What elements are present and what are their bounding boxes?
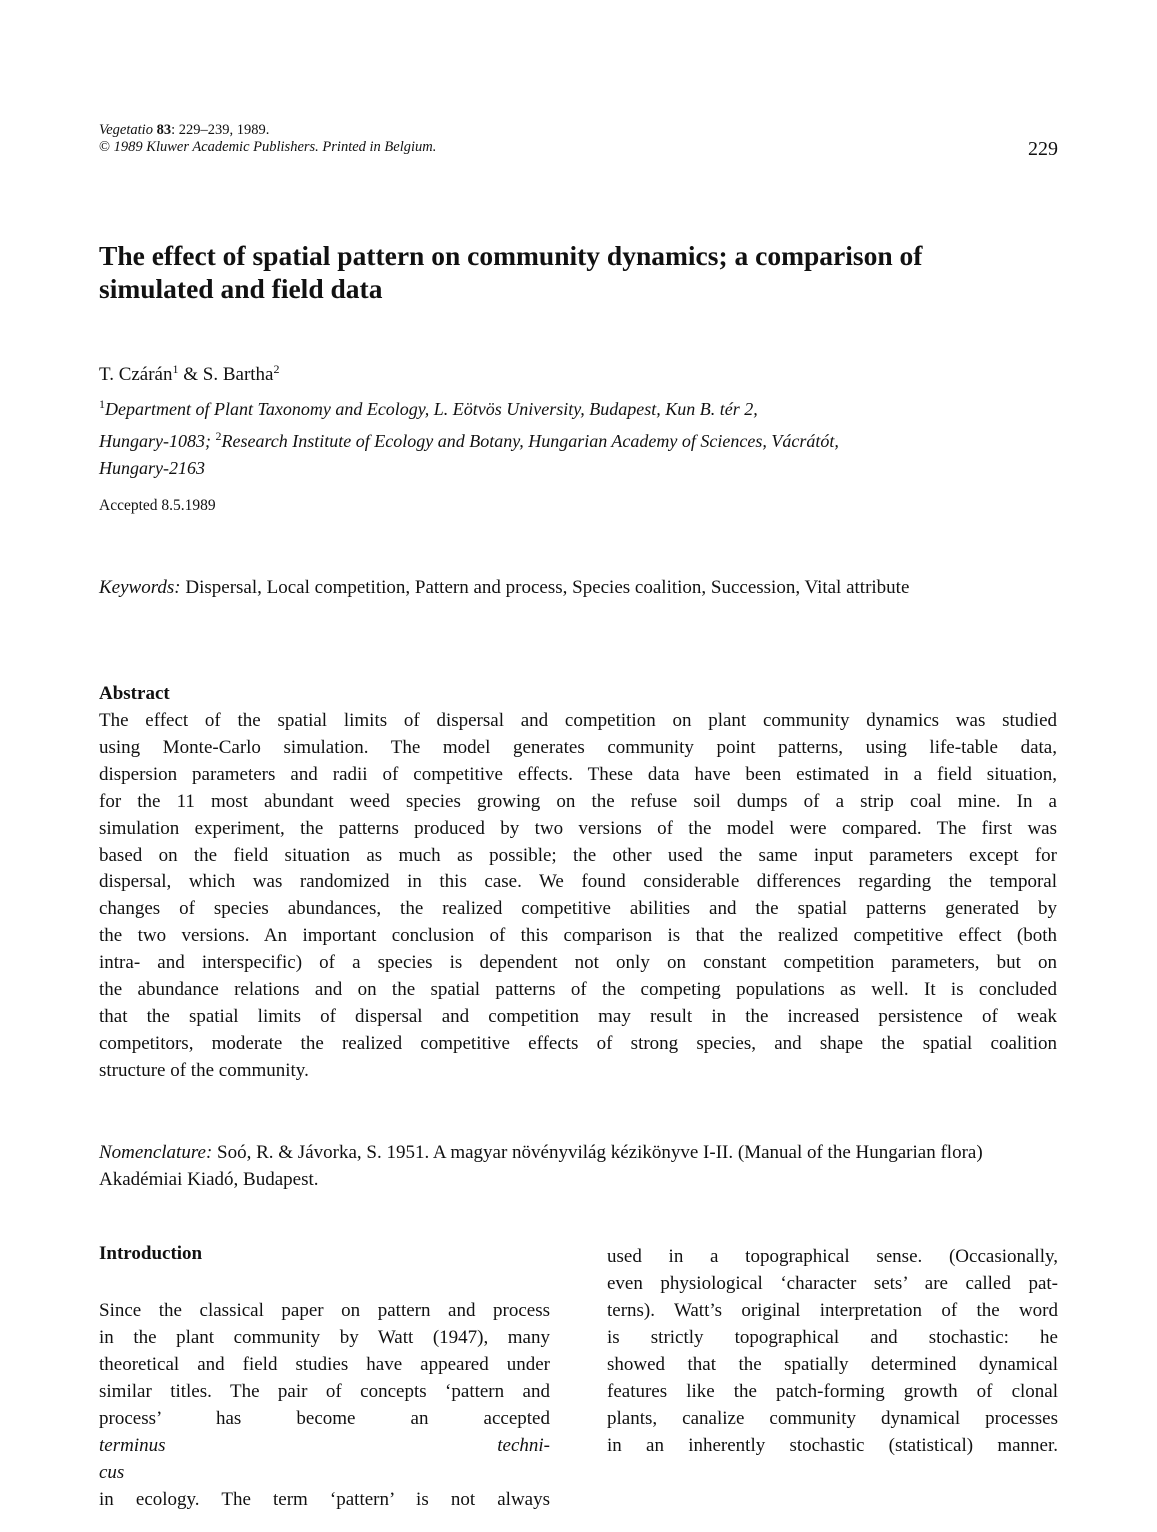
abstract-line: simulation experiment, the patterns produced by two versions of the model were compared. The first was	[99, 817, 1057, 839]
intro-line: even physiological ‘character sets’ are called pat-	[607, 1273, 1058, 1294]
intro-right-column	[607, 1243, 1058, 1459]
affil-1-text: Department of Plant Taxonomy and Ecology, L. Eötvös University, Budapest, Kun B. tér 2,	[105, 399, 758, 419]
abstract-line: The effect of the spatial limits of dispersal and competition on plant community dynamics was studied	[99, 710, 1057, 731]
nomenclature-text: Soó, R. & Jávorka, S. 1951. A magyar növényvilág kézikönyve I-II. (Manual of the Hungarian flora) Akadémiai Kiadó, Budapest.	[99, 1142, 983, 1190]
abstract-line: intra- and interspecific) of a species is dependent not only on constant competition parameters, but on	[99, 952, 1057, 974]
author-1: T. Czárán	[99, 364, 173, 385]
affil-1-end: Hungary-1083;	[99, 431, 211, 451]
copyright-symbol: ©	[99, 139, 111, 155]
copyright-text: 1989 Kluwer Academic Publishers. Printed in Belgium.	[113, 139, 437, 155]
abstract-line: the abundance relations and on the spatial patterns of the competing populations as well. It is concluded	[99, 979, 1057, 1001]
author-1-affil-mark: 1	[172, 362, 179, 376]
affil-mark-2: 2	[215, 429, 222, 443]
abstract-line: competitors, moderate the realized competitive effects of strong species, and shape the spatial coalition	[99, 1032, 1057, 1054]
intro-line: features like the patch-forming growth of clonal	[607, 1381, 1058, 1402]
introduction-heading: Introduction	[99, 1243, 203, 1264]
intro-text: in ecology. The term ‘pattern’ is not always	[99, 1489, 550, 1510]
intro-line: terns). Watt’s original interpretation of the word	[607, 1300, 1058, 1321]
affil-2-end: Hungary-2163	[99, 458, 205, 478]
affiliations	[99, 391, 1059, 482]
abstract-line: structure of the community.	[99, 1059, 309, 1081]
intro-line	[99, 1459, 550, 1513]
journal-pages-year: : 229–239, 1989.	[171, 122, 270, 138]
journal-volume: 83	[156, 122, 172, 138]
paper-title	[99, 239, 1059, 305]
abstract-line: dispersal, which was randomized in this case. We found considerable differences regarding the temporal	[99, 871, 1057, 893]
nomenclature-label: Nomenclature:	[99, 1142, 213, 1163]
affil-line-1	[99, 391, 1059, 423]
affil-mark-1: 1	[99, 397, 105, 411]
abstract-line: for the 11 most abundant weed species growing on the refuse soil dumps of a strip coal mine. In a	[99, 790, 1057, 812]
affil-line-3	[99, 455, 1059, 482]
title-line-1: The effect of spatial pattern on community dynamics; a comparison of	[99, 240, 923, 271]
abstract-line: the two versions. An important conclusion of this comparison is that the realized competitive effect (both	[99, 925, 1057, 947]
abstract-heading: Abstract	[99, 683, 170, 704]
intro-text: process’ has become an accepted	[99, 1408, 550, 1429]
accepted-date: Accepted 8.5.1989	[99, 497, 216, 514]
author-2: S. Bartha	[202, 364, 274, 385]
author-2-affil-mark: 2	[273, 362, 280, 376]
intro-line: similar titles. The pair of concepts ‘pattern and	[99, 1381, 550, 1402]
journal-citation	[99, 122, 436, 156]
intro-line	[99, 1405, 550, 1459]
affil-line-2	[99, 423, 1059, 455]
intro-italic-term: cus	[99, 1462, 125, 1483]
intro-line: in an inherently stochastic (statistical) manner.	[607, 1435, 1058, 1456]
abstract-line: dispersion parameters and radii of competitive effects. These data have been estimated in a field situation,	[99, 763, 1057, 785]
page-number: 229	[1028, 138, 1058, 160]
abstract-line: changes of species abundances, the realized competitive abilities and the spatial patterns generated by	[99, 898, 1057, 920]
journal-line-2	[99, 139, 436, 156]
intro-line: Since the classical paper on pattern and process	[99, 1300, 550, 1321]
abstract-line: based on the field situation as much as possible; the other used the same input parameters except for	[99, 844, 1057, 866]
intro-line: in the plant community by Watt (1947), many	[99, 1327, 550, 1348]
abstract-line: that the spatial limits of dispersal and competition may result in the increased persistence of weak	[99, 1005, 1057, 1027]
title-line-2: simulated and field data	[99, 273, 383, 304]
intro-line: is strictly topographical and stochastic: he	[607, 1327, 1058, 1348]
abstract-line: using Monte-Carlo simulation. The model generates community point patterns, using life-table data,	[99, 736, 1057, 758]
keywords	[99, 574, 1057, 601]
intro-italic-term: terminus techni-	[99, 1435, 550, 1456]
abstract-body	[99, 708, 1057, 1085]
journal-name: Vegetatio	[99, 122, 153, 138]
keywords-label: Keywords:	[99, 577, 181, 598]
journal-line-1	[99, 122, 436, 139]
keywords-text: Dispersal, Local competition, Pattern and process, Species coalition, Succession, Vital attribute	[185, 577, 910, 598]
intro-line: theoretical and field studies have appeared under	[99, 1354, 550, 1375]
authors	[99, 362, 280, 386]
author-separator: &	[183, 364, 199, 385]
intro-line: plants, canalize community dynamical processes	[607, 1408, 1058, 1429]
nomenclature	[99, 1139, 1057, 1193]
intro-left-column	[99, 1297, 550, 1513]
affil-2-text: Research Institute of Ecology and Botany, Hungarian Academy of Sciences, Vácrátót,	[221, 431, 839, 451]
intro-line: showed that the spatially determined dynamical	[607, 1354, 1058, 1375]
intro-line: used in a topographical sense. (Occasionally,	[607, 1246, 1058, 1267]
